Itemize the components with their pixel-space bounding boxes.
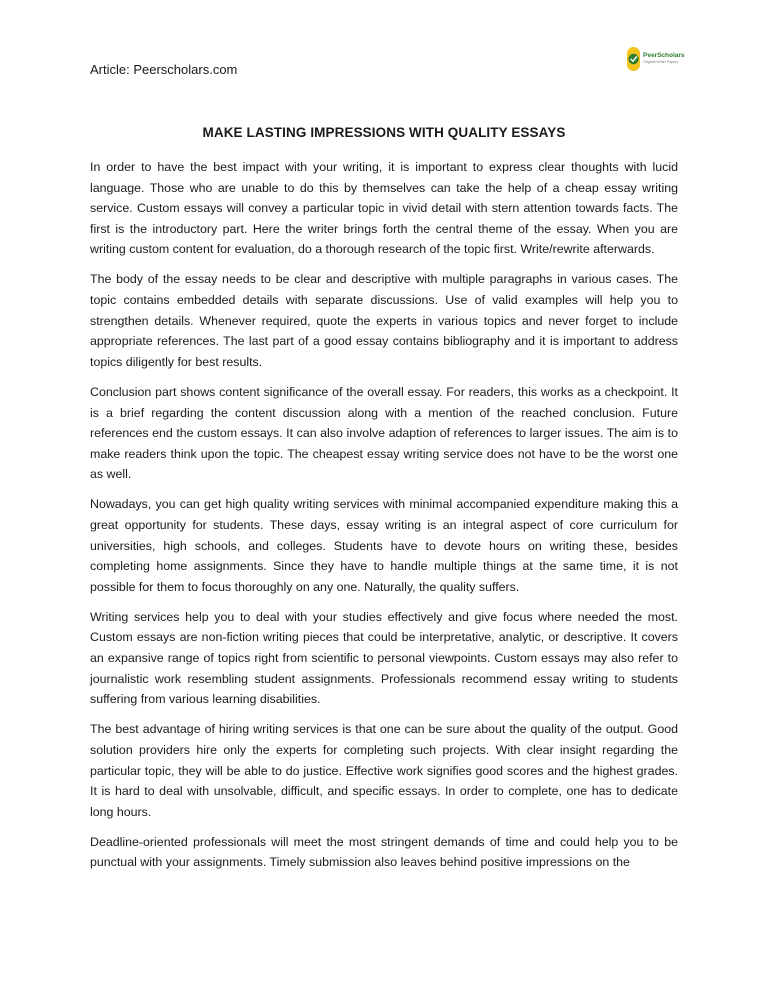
logo-name: PeerScholars bbox=[643, 51, 685, 59]
document-body bbox=[90, 157, 678, 883]
paragraph-1: In order to have the best impact with your writing, it is important to express clear thoughts with lucid language. Those who are unable to do this by themselves can take the help of a cheap essay writing service. Custom essays will convey a particular topic in vivid detail with stern attention towards facts. The first is the introductory part. Here the writer brings forth the central theme of the essay. When you are writing custom content for evaluation, do a thorough research of the topic first. Write/rewrite afterwards. bbox=[90, 160, 678, 257]
peerscholars-logo bbox=[626, 42, 685, 76]
paragraph-4: Nowadays, you can get high quality writing services with minimal accompanied expenditure making this a great opportunity for students. These days, essay writing is an integral aspect of core curriculum for universities, high schools, and colleges. Students have to devote hours on writing these, besides completing home assignments. Since they have to handle multiple things at the same time, it is not possible for them to focus thoroughly on any one. Naturally, the quality suffers. bbox=[90, 497, 678, 594]
document-title: MAKE LASTING IMPRESSIONS WITH QUALITY ESSAYS bbox=[202, 125, 566, 140]
paragraph-2: The body of the essay needs to be clear and descriptive with multiple paragraphs in various cases. The topic contains embedded details with separate discussions. Use of valid examples will help you to strengthen details. Whenever required, quote the experts in various topics and never forget to include appropriate references. The last part of a good essay contains bibliography and it is important to address topics diligently for best results. bbox=[90, 272, 678, 369]
paragraph-3: Conclusion part shows content significance of the overall essay. For readers, this works as a checkpoint. It is a brief regarding the content discussion along with a mention of the reached conclusion. Future references end the custom essays. It can also involve adaption of references to larger issues. The aim is to make readers think upon the topic. The cheapest essay writing service does not have to be the worst one as well. bbox=[90, 384, 678, 482]
paragraph-5: Writing services help you to deal with your studies effectively and give focus where needed the most. Custom essays are non-fiction writing pieces that could be interpretative, analytic, or descriptive. It covers an expansive range of topics right from scientific to personal viewpoints. Custom essays may also refer to journalistic work resembling student assignments. Professionals recommend essay writing to students suffering from various learning disabilities. bbox=[90, 609, 678, 707]
paragraph-6: The best advantage of hiring writing services is that one can be sure about the quality of the output. Good solution providers hire only the experts for completing such projects. With clear insight regarding the particular topic, they will be able to do justice. Effective work signifies good scores and the highest grades. It is hard to deal with unsolvable, difficult, and specific essays. In order to complete, one has to dedicate long hours. bbox=[90, 722, 678, 819]
paragraph-7: Deadline-oriented professionals will meet the most stringent demands of time and could help you to be punctual with your assignments. Timely submission also leaves behind positive impressions on the bbox=[90, 834, 678, 870]
book-check-icon bbox=[626, 46, 641, 72]
article-source-header: Article: Peerscholars.com bbox=[90, 62, 238, 77]
logo-tagline: Original Writer Papers bbox=[643, 60, 679, 65]
